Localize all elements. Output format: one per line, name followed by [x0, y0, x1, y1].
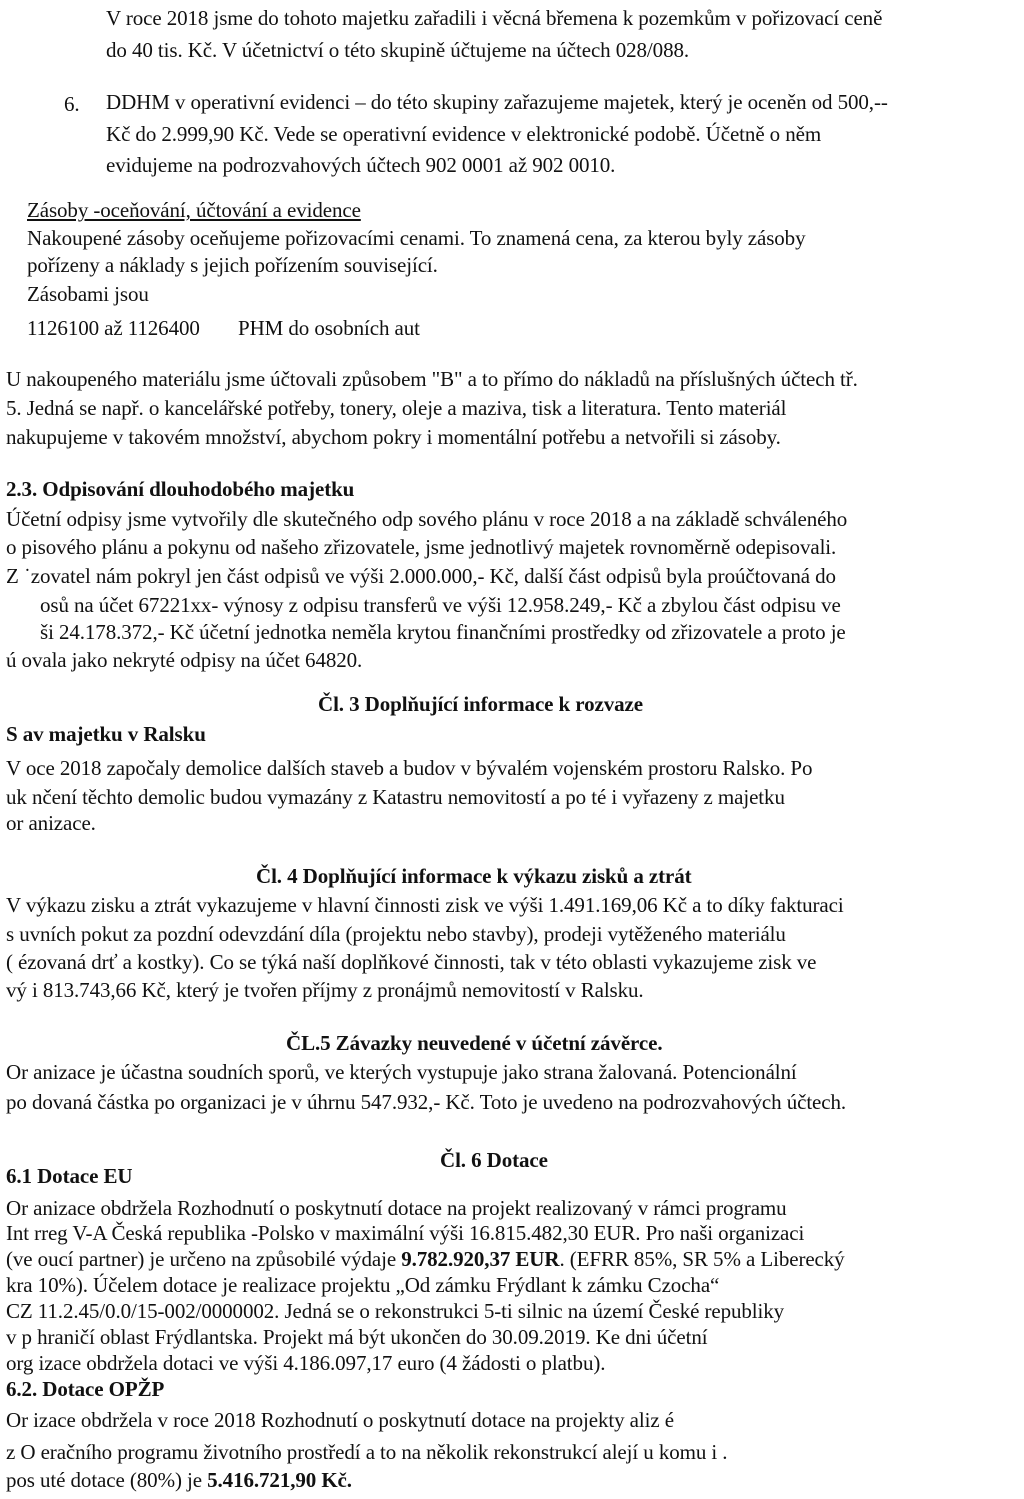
text-line: V oce 2018 započaly demolice dalších staveb a budov v bývalém vojenském prostoru Ralsko. Po: [6, 756, 813, 780]
article-heading: Čl. 3 Doplňující informace k rozvaze: [318, 692, 643, 716]
text-line: or anizace.: [6, 811, 96, 835]
amount-czk: 5.416.721,90 Kč.: [207, 1468, 352, 1492]
text-line: pořízeny a náklady s jejich pořízením související.: [27, 253, 438, 277]
text-line: v p hraničí oblast Frýdlantska. Projekt má být ukončen do 30.09.2019. Ke dni účetní: [6, 1325, 708, 1349]
text-line: uk nčení těchto demolic budou vymazány z Katastru nemovitostí a po té i vyřazeny z majetku: [6, 785, 785, 809]
text-fragment: pos uté dotace (80%) je: [6, 1468, 208, 1492]
text-line: Z ˙zovatel nám pokryl jen část odpisů ve výši 2.000.000,- Kč, další část odpisů byla proúčtovaná do: [6, 564, 836, 588]
text-fragment: . (EFRR 85%, SR 5% a Liberecký: [559, 1247, 845, 1271]
text-line: CZ 11.2.45/0.0/15-002/0000002. Jedná se o rekonstrukci 5-ti silnic na území České republiky: [6, 1299, 785, 1323]
text-line: U nakoupeného materiálu jsme účtovali způsobem "B" a to přímo do nákladů na příslušných účtech tř.: [6, 367, 858, 391]
list-number: 6.: [64, 92, 80, 116]
text-line: osů na účet 67221xx- výnosy z odpisu transferů ve výši 12.958.249,- Kč a zbylou část odpisu ve: [40, 593, 841, 617]
text-line: 5. Jedná se např. o kancelářské potřeby, tonery, oleje a maziva, tisk a literatura. Tento materiál: [6, 396, 787, 420]
text-line: s uvních pokut za pozdní odevzdání díla (projektu nebo stavby), prodeji vytěženého materiálu: [6, 922, 786, 946]
text-line: DDHM v operativní evidenci – do této skupiny zařazujeme majetek, který je oceněn od 500,--: [106, 90, 888, 114]
text-line: do 40 tis. Kč. V účetnictví o této skupině účtujeme na účtech 028/088.: [106, 38, 690, 62]
text-line: Kč do 2.999,90 Kč. Vede se operativní evidence v elektronické podobě. Účetně o něm: [106, 122, 822, 146]
text-fragment: (ve oucí partner) je určeno na způsobilé výdaje: [6, 1247, 402, 1271]
section-heading: Zásoby -oceňování, účtování a evidence: [27, 198, 361, 222]
text-line: ú ovala jako nekryté odpisy na účet 64820.: [6, 648, 363, 672]
article-heading: Čl. 6 Dotace: [440, 1148, 548, 1172]
text-line: [6, 1468, 352, 1492]
text-line: Zásobami jsou: [27, 282, 149, 306]
text-line: nakupujeme v takovém množství, abychom pokry i momentální potřebu a netvořili si zásoby.: [6, 425, 781, 449]
text-line: vý i 813.743,66 Kč, který je tvořen příjmy z pronájmů nemovitostí v Ralsku.: [6, 978, 644, 1002]
amount-eur: 9.782.920,37 EUR: [401, 1247, 560, 1271]
text-line: Nakoupené zásoby oceňujeme pořizovacími cenami. To znamená cena, za kterou byly zásoby: [27, 226, 806, 250]
text-line: Účetní odpisy jsme vytvořily dle skutečného odp sového plánu v roce 2018 a na základě schváleného: [6, 507, 848, 531]
text-line: ši 24.178.372,- Kč účetní jednotka neměla krytou finančními prostředky od zřizovatele a proto je: [40, 620, 846, 644]
account-range: 1126100 až 1126400: [27, 316, 200, 340]
text-line: o pisového plánu a pokynu od našeho zřizovatele, jsme jednotlivý majetek rovnoměrně odepisovali.: [6, 535, 837, 559]
text-line: Or anizace obdržela Rozhodnutí o poskytnutí dotace na projekt realizovaný v rámci programu: [6, 1196, 787, 1220]
text-line: Or anizace je účastna soudních sporů, ve kterých vystupuje jako strana žalovaná. Potencionální: [6, 1060, 797, 1084]
text-line: V roce 2018 jsme do tohoto majetku zařadili i věcná břemena k pozemkům v pořizovací ceně: [106, 6, 883, 30]
subsection-heading: 6.1 Dotace EU: [6, 1164, 133, 1188]
subsection-heading: S av majetku v Ralsku: [6, 722, 206, 746]
text-line: V výkazu zisku a ztrát vykazujeme v hlavní činnosti zisk ve výši 1.491.169,06 Kč a to díky fakturaci: [6, 893, 844, 917]
text-line: po dovaná částka po organizaci je v úhrnu 547.932,- Kč. Toto je uvedeno na podrozvahových účtech.: [6, 1090, 847, 1114]
text-line: org izace obdržela dotaci ve výši 4.186.097,17 euro (4 žádosti o platbu).: [6, 1351, 606, 1375]
text-line: [6, 1247, 845, 1271]
text-line: Or izace obdržela v roce 2018 Rozhodnutí o poskytnutí dotace na projekty aliz é: [6, 1408, 674, 1432]
text-line: Int rreg V-A Česká republika -Polsko v maximální výši 16.815.482,30 EUR. Pro naši organizaci: [6, 1221, 805, 1245]
text-line: evidujeme na podrozvahových účtech 902 0001 až 902 0010.: [106, 153, 616, 177]
subsection-heading: 6.2. Dotace OPŽP: [6, 1377, 165, 1401]
text-line: kra 10%). Účelem dotace je realizace projektu „Od zámku Frýdlant k zámku Czocha“: [6, 1273, 720, 1297]
article-heading: Čl. 4 Doplňující informace k výkazu zisků a ztrát: [256, 864, 692, 888]
text-line: ( ézovaná drť a kostky). Co se týká naší doplňkové činnosti, tak v této oblasti vykazujeme zisk ve: [6, 950, 817, 974]
article-heading: ČL.5 Závazky neuvedené v účetní závěrce.: [286, 1031, 663, 1055]
section-heading: 2.3. Odpisování dlouhodobého majetku: [6, 477, 355, 501]
text-line: z O eračního programu životního prostředí a to na několik rekonstrukcí alejí u komu i .: [6, 1440, 728, 1464]
account-description: PHM do osobních aut: [238, 316, 420, 340]
